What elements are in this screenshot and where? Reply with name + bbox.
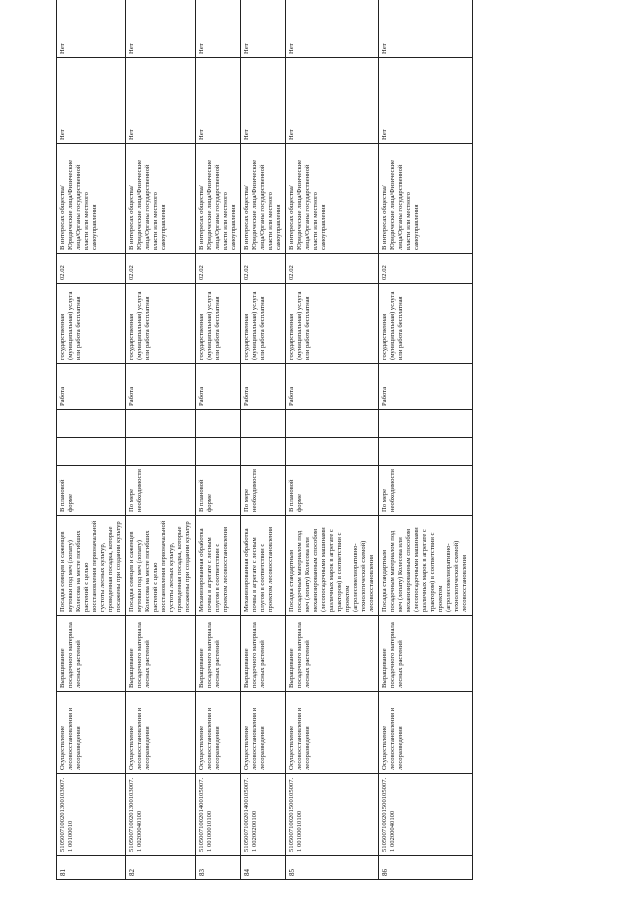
- flag-1: Нет: [240, 58, 285, 144]
- work-name: Выращивание посадочного материала лесных растений: [379, 616, 472, 692]
- flag-2: Нет: [285, 0, 378, 58]
- row-number: 85: [285, 856, 378, 880]
- work-type: Работа: [126, 364, 195, 410]
- empty-cell: [379, 410, 472, 438]
- work-description: Посадка стандартным посадочным материалом под меч (лопату) Колесова или механизированным способом (лесопосадочными машинами различных марок в агрегате с трактором) в соответствии с проектом (агролесомелиоративно-технологической схемой) лесовосстановления: [285, 516, 378, 616]
- empty-cell: [285, 438, 378, 466]
- flag-1: Нет: [285, 58, 378, 144]
- flag-2: Нет: [195, 0, 240, 58]
- row-number: 84: [240, 856, 285, 880]
- activity-name: Осуществление лесовосстановления и лесоразведения: [379, 692, 472, 774]
- work-name: Выращивание посадочного материала лесных растений: [57, 616, 126, 692]
- consumers: В интересах общества/Юридические лица/Физические лица/Органы государственной власти или местного самоуправления: [126, 144, 195, 254]
- flag-1: Нет: [126, 58, 195, 144]
- activity-name: Осуществление лесовосстановления и лесоразведения: [285, 692, 378, 774]
- empty-cell: [195, 410, 240, 438]
- registry-code: 5105007100201300103007.1 00200040100: [126, 774, 195, 856]
- work-type: Работа: [240, 364, 285, 410]
- payment-type: государственная (муниципальная) услуга или работа бесплатная: [285, 284, 378, 364]
- flag-1: Нет: [379, 58, 472, 144]
- activity-name: Осуществление лесовосстановления и лесоразведения: [195, 692, 240, 774]
- payment-type: государственная (муниципальная) услуга или работа бесплатная: [57, 284, 126, 364]
- work-form: По мере необходимости: [240, 466, 285, 516]
- payment-type: государственная (муниципальная) услуга или работа бесплатная: [240, 284, 285, 364]
- payment-type: государственная (муниципальная) услуга или работа бесплатная: [379, 284, 472, 364]
- table-row: [57, 0, 126, 880]
- flag-2: Нет: [240, 0, 285, 58]
- work-description: Посадка сеянцев и саженцев мутовки под меч (лопату) Колесова на месте погибших растений с целью восстановления первоначальной густоты лесных культур, проведенная посадка, которые посажены при создании культур: [126, 516, 195, 616]
- work-form: По мере необходимости: [379, 466, 472, 516]
- table-row: [126, 0, 195, 880]
- okved-code: 02.02: [195, 254, 240, 284]
- row-number: 81: [57, 856, 126, 880]
- work-description: Посадка стандартным посадочным материалом под меч (лопату) Колесова или механизированным способом (лесопосадочными машинами различных марок в агрегате с трактором) в соответствии с проектом (агролесомелиоративно-технологической схемой) лесовосстановления: [379, 516, 472, 616]
- empty-cell: [195, 438, 240, 466]
- work-form: В плановой форме: [57, 466, 126, 516]
- consumers: В интересах общества/Юридические лица/Физические лица/Органы государственной власти или местного самоуправления: [285, 144, 378, 254]
- okved-code: 02.02: [240, 254, 285, 284]
- empty-cell: [379, 438, 472, 466]
- okved-code: 02.02: [57, 254, 126, 284]
- registry-code: 5105007100201500105007.1 00200040100: [379, 774, 472, 856]
- activity-name: Осуществление лесовосстановления и лесоразведения: [240, 692, 285, 774]
- okved-code: 02.02: [126, 254, 195, 284]
- empty-cell: [240, 438, 285, 466]
- work-description: Механизированная обработка почвы в агрегате с лесным плугом в соответствии с проектом лесовосстановления: [195, 516, 240, 616]
- payment-type: государственная (муниципальная) услуга или работа бесплатная: [195, 284, 240, 364]
- registry-code: 5105007100201400105007.1 00100010100: [195, 774, 240, 856]
- flag-2: Нет: [126, 0, 195, 58]
- work-type: Работа: [379, 364, 472, 410]
- row-number: 83: [195, 856, 240, 880]
- work-form: В плановой форме: [285, 466, 378, 516]
- work-form: По мере необходимости: [126, 466, 195, 516]
- work-form: В плановой форме: [195, 466, 240, 516]
- work-description: Механизированная обработка почвы в агрегате с лесным плугом в соответствии с проектом лесовосстановления: [240, 516, 285, 616]
- table-row: [240, 0, 285, 880]
- row-number: 82: [126, 856, 195, 880]
- empty-cell: [126, 410, 195, 438]
- work-name: Выращивание посадочного материала лесных растений: [126, 616, 195, 692]
- payment-type: государственная (муниципальная) услуга или работа бесплатная: [126, 284, 195, 364]
- row-number: 86: [379, 856, 472, 880]
- work-type: Работа: [285, 364, 378, 410]
- table-row: [285, 0, 378, 880]
- activity-name: Осуществление лесовосстановления и лесоразведения: [57, 692, 126, 774]
- flag-2: Нет: [57, 0, 126, 58]
- work-type: Работа: [195, 364, 240, 410]
- activity-name: Осуществление лесовосстановления и лесоразведения: [126, 692, 195, 774]
- registry-table: [56, 0, 473, 880]
- consumers: В интересах общества/Юридические лица/Физические лица/Органы государственной власти или местного самоуправления: [57, 144, 126, 254]
- rotated-registry-table: [56, 35, 469, 880]
- work-type: Работа: [57, 364, 126, 410]
- empty-cell: [57, 410, 126, 438]
- empty-cell: [285, 410, 378, 438]
- consumers: В интересах общества/Юридические лица/Физические лица/Органы государственной власти или местного самоуправления: [379, 144, 472, 254]
- work-name: Выращивание посадочного материала лесных растений: [195, 616, 240, 692]
- work-name: Выращивание посадочного материала лесных растений: [240, 616, 285, 692]
- registry-table-body: [57, 0, 473, 880]
- empty-cell: [126, 438, 195, 466]
- flag-2: Нет: [379, 0, 472, 58]
- empty-cell: [57, 438, 126, 466]
- work-name: Выращивание посадочного материала лесных растений: [285, 616, 378, 692]
- flag-1: Нет: [195, 58, 240, 144]
- empty-cell: [240, 410, 285, 438]
- table-row: [379, 0, 472, 880]
- consumers: В интересах общества/Юридические лица/Физические лица/Органы государственной власти или местного самоуправления: [195, 144, 240, 254]
- consumers: В интересах общества/Юридические лица/Физические лица/Органы государственной власти или местного самоуправления: [240, 144, 285, 254]
- okved-code: 02.02: [379, 254, 472, 284]
- registry-code: 5105007100201300103007.1 00100010: [57, 774, 126, 856]
- flag-1: Нет: [57, 58, 126, 144]
- work-description: Посадка сеянцев и саженцев мутовки под меч (лопату) Колесова на месте погибших растений с целью восстановления первоначальной густоты лесных культур, проведенная посадка, которые посажены при создании культур: [57, 516, 126, 616]
- registry-code: 5105007100201500105007.1 00100010100: [285, 774, 378, 856]
- okved-code: 02.02: [285, 254, 378, 284]
- registry-code: 5105007100201400105007.1 00200200100: [240, 774, 285, 856]
- table-row: [195, 0, 240, 880]
